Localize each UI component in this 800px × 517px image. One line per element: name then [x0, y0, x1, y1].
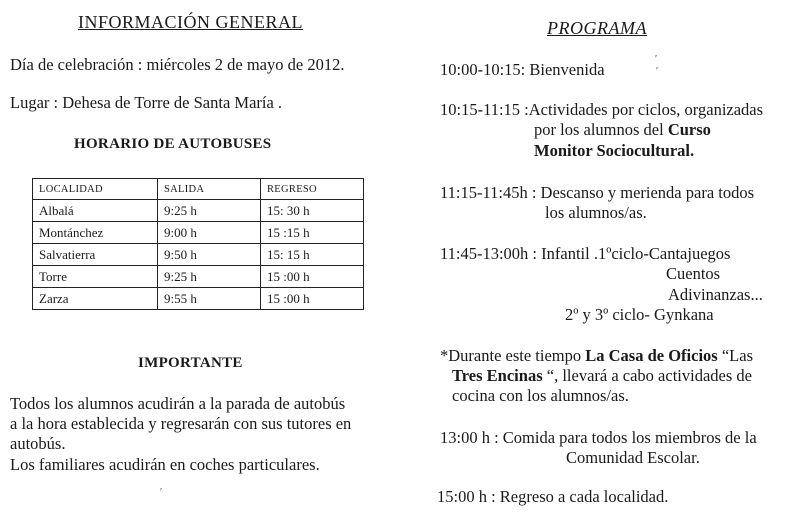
- programa-title: PROGRAMA: [547, 18, 647, 38]
- important-line: autobús.: [10, 434, 66, 453]
- table-row: [33, 200, 364, 222]
- row-departure: 9:00 h: [158, 222, 261, 244]
- program-infantil-line1: 11:45-13:00h : Infantil .1ºciclo-Cantajuegos: [440, 244, 731, 263]
- scan-mark: ′: [655, 54, 658, 65]
- program-lunch-line2: Comunidad Escolar.: [566, 448, 700, 467]
- row-locality: Torre: [33, 266, 158, 288]
- event-place: Lugar : Dehesa de Torre de Santa María .: [10, 93, 283, 112]
- program-activities-line1: 10:15-11:15 :Actividades por ciclos, organizadas: [440, 100, 764, 119]
- row-departure: 9:50 h: [158, 244, 261, 266]
- row-departure: 9:25 h: [158, 200, 261, 222]
- row-departure: 9:55 h: [158, 288, 261, 310]
- row-return: 15 :00 h: [261, 266, 364, 288]
- row-return: 15: 30 h: [261, 200, 364, 222]
- row-locality: Albalá: [33, 200, 158, 222]
- program-infantil-line4: 2º y 3º ciclo- Gynkana: [565, 305, 714, 324]
- header-salida: SALIDA: [158, 179, 261, 200]
- program-infantil-line2: Cuentos: [666, 264, 721, 283]
- program-welcome: 10:00-10:15: Bienvenida: [440, 60, 605, 79]
- row-departure: 9:25 h: [158, 266, 261, 288]
- scan-mark: ′: [160, 487, 163, 498]
- bus-schedule-table: [32, 178, 364, 310]
- table-row: [33, 266, 364, 288]
- celebration-date: Día de celebración : miércoles 2 de mayo de 2012.: [10, 55, 345, 74]
- program-note-line3: cocina con los alumnos/as.: [452, 386, 629, 405]
- header-localidad: LOCALIDAD: [33, 179, 158, 200]
- program-note-line1: *Durante este tiempo La Casa de Oficios “Las: [440, 346, 753, 365]
- table-row: [33, 222, 364, 244]
- program-return: 15:00 h : Regreso a cada localidad.: [437, 487, 669, 506]
- info-general-title: INFORMACIÓN GENERAL: [78, 12, 303, 32]
- header-regreso: REGRESO: [261, 179, 364, 200]
- program-lunch-line1: 13:00 h : Comida para todos los miembros de la: [440, 428, 757, 447]
- important-line: Los familiares acudirán en coches particulares.: [10, 455, 320, 474]
- table-row: [33, 244, 364, 266]
- row-locality: Salvatierra: [33, 244, 158, 266]
- row-locality: Zarza: [33, 288, 158, 310]
- important-heading: IMPORTANTE: [138, 355, 243, 371]
- table-header-row: [33, 179, 364, 200]
- program-activities-line3: Monitor Sociocultural.: [534, 141, 695, 160]
- row-return: 15 :15 h: [261, 222, 364, 244]
- row-return: 15 :00 h: [261, 288, 364, 310]
- program-note-line2: Tres Encinas “, llevará a cabo actividades de: [452, 366, 752, 385]
- scan-mark: ′: [656, 66, 659, 77]
- program-activities-line2: por los alumnos del Curso: [534, 120, 711, 139]
- bus-schedule-heading: HORARIO DE AUTOBUSES: [74, 136, 272, 152]
- important-line: Todos los alumnos acudirán a la parada de autobús: [10, 394, 346, 413]
- table-row: [33, 288, 364, 310]
- program-break-line1: 11:15-11:45h : Descanso y merienda para todos: [440, 183, 755, 202]
- row-return: 15: 15 h: [261, 244, 364, 266]
- row-locality: Montánchez: [33, 222, 158, 244]
- program-break-line2: los alumnos/as.: [545, 203, 647, 222]
- program-infantil-line3: Adivinanzas...: [668, 285, 763, 304]
- important-line: a la hora establecida y regresarán con sus tutores en: [10, 414, 352, 433]
